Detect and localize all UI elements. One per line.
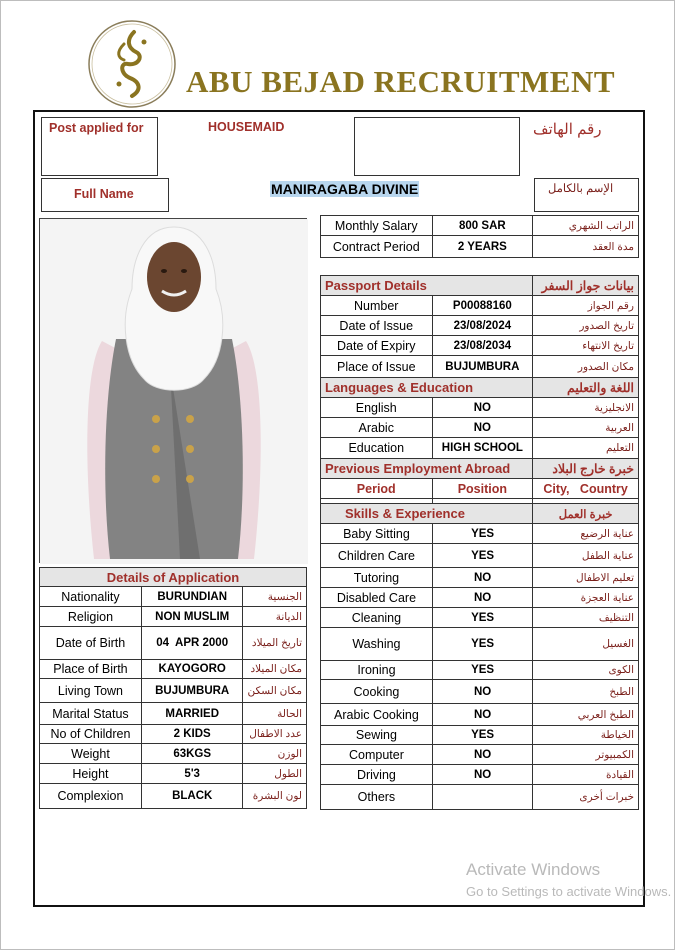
skill-row xyxy=(321,524,639,544)
application-ar: الطول xyxy=(243,764,307,784)
language-row xyxy=(321,398,639,418)
skills-header xyxy=(321,504,639,524)
application-label: Living Town xyxy=(40,679,142,703)
skill-ar: تعليم الاطفال xyxy=(533,568,639,588)
skill-ar: عناية العجزة xyxy=(533,588,639,608)
skill-value: NO xyxy=(432,704,533,726)
application-value: 04 APR 2000 xyxy=(141,627,243,660)
skill-row xyxy=(321,588,639,608)
skill-ar: عناية الرضيع xyxy=(533,524,639,544)
application-label: Date of Birth xyxy=(40,627,142,660)
watermark-line2: Go to Settings to activate Windows. xyxy=(466,884,672,899)
full-name-label: Full Name xyxy=(74,187,134,201)
skill-row xyxy=(321,680,639,704)
skill-value: YES xyxy=(432,628,533,661)
skill-value: NO xyxy=(432,680,533,704)
company-name: ABU BEJAD RECRUITMENT xyxy=(186,64,616,99)
full-name-value: MANIRAGABA DIVINE xyxy=(271,181,419,197)
skill-label: Sewing xyxy=(321,726,433,745)
skill-ar: عناية الطفل xyxy=(533,544,639,568)
full-name-ar: الإسم بالكامل xyxy=(548,183,614,195)
skill-label: Washing xyxy=(321,628,433,661)
education-value: HIGH SCHOOL xyxy=(432,438,533,459)
skill-value: YES xyxy=(432,544,533,568)
application-label: Nationality xyxy=(40,587,142,607)
employment-title: Previous Employment Abroad xyxy=(321,459,533,479)
right-table-top xyxy=(320,215,639,521)
skill-ar: القيادة xyxy=(533,765,639,785)
issue-date-value: 23/08/2024 xyxy=(432,316,533,336)
passport-title: Passport Details xyxy=(321,276,533,296)
skill-row xyxy=(321,785,639,810)
skill-label: Arabic Cooking xyxy=(321,704,433,726)
skill-row xyxy=(321,628,639,661)
application-value: NON MUSLIM xyxy=(141,607,243,627)
post-value: HOUSEMAID xyxy=(208,120,285,134)
language-row xyxy=(321,438,639,459)
skill-ar: الكوى xyxy=(533,661,639,680)
application-row xyxy=(40,607,307,627)
watermark-line1: Activate Windows xyxy=(466,860,601,879)
skill-value: NO xyxy=(432,765,533,785)
application-value: 5'3 xyxy=(141,764,243,784)
application-value: 63KGS xyxy=(141,744,243,764)
application-ar: الحالة xyxy=(243,703,307,725)
skill-label: Ironing xyxy=(321,661,433,680)
salary-row xyxy=(321,216,639,236)
application-label: Height xyxy=(40,764,142,784)
english-ar: الانجليزية xyxy=(533,398,639,418)
application-row xyxy=(40,784,307,809)
skill-value xyxy=(432,785,533,810)
salary-value: 800 SAR xyxy=(432,216,533,236)
skill-ar: الطبخ العربي xyxy=(533,704,639,726)
contract-label: Contract Period xyxy=(321,236,433,258)
english-value: NO xyxy=(432,398,533,418)
application-row xyxy=(40,744,307,764)
application-label: Complexion xyxy=(40,784,142,809)
application-value: 2 KIDS xyxy=(141,725,243,744)
passport-row xyxy=(321,316,639,336)
skills-table xyxy=(320,503,639,810)
application-row xyxy=(40,679,307,703)
issue-place-ar: مكان الصدور xyxy=(533,356,639,378)
phone-label-ar: رقم الهاتف xyxy=(533,121,602,138)
skill-row xyxy=(321,661,639,680)
education-ar: التعليم xyxy=(533,438,639,459)
skill-label: Tutoring xyxy=(321,568,433,588)
issue-date-label: Date of Issue xyxy=(321,316,433,336)
skill-value: YES xyxy=(432,726,533,745)
skill-ar: الكمبيوتر xyxy=(533,745,639,765)
issue-date-ar: تاريخ الصدور xyxy=(533,316,639,336)
application-row xyxy=(40,627,307,660)
skill-ar: الغسيل xyxy=(533,628,639,661)
application-label: Religion xyxy=(40,607,142,627)
skill-label: Others xyxy=(321,785,433,810)
application-row xyxy=(40,703,307,725)
skill-row xyxy=(321,726,639,745)
skills-title-ar: خبرة العمل xyxy=(533,504,639,524)
company-logo xyxy=(86,18,178,110)
passport-row xyxy=(321,296,639,316)
application-table xyxy=(39,567,307,809)
arabic-label: Arabic xyxy=(321,418,433,438)
application-header xyxy=(40,568,307,587)
education-label: Education xyxy=(321,438,433,459)
skill-label: Children Care xyxy=(321,544,433,568)
passport-title-ar: بيانات جواز السفر xyxy=(533,276,639,296)
skill-label: Driving xyxy=(321,765,433,785)
position-column: Position xyxy=(432,479,533,499)
skill-value: NO xyxy=(432,745,533,765)
application-row xyxy=(40,764,307,784)
application-label: Marital Status xyxy=(40,703,142,725)
skill-label: Cleaning xyxy=(321,608,433,628)
contract-ar: مدة العقد xyxy=(533,236,639,258)
skill-ar: خبرات أخرى xyxy=(533,785,639,810)
period-column: Period xyxy=(321,479,433,499)
application-ar: لون البشرة xyxy=(243,784,307,809)
passport-header xyxy=(321,276,639,296)
skill-value: YES xyxy=(432,661,533,680)
skill-label: Computer xyxy=(321,745,433,765)
skill-ar: التنظيف xyxy=(533,608,639,628)
passport-number-value: P00088160 xyxy=(432,296,533,316)
application-title: Details of Application xyxy=(40,568,307,587)
skill-row xyxy=(321,765,639,785)
spacer-row xyxy=(321,258,639,276)
skill-value: NO xyxy=(432,568,533,588)
skill-ar: الخياطة xyxy=(533,726,639,745)
application-label: Place of Birth xyxy=(40,660,142,679)
skill-value: NO xyxy=(432,588,533,608)
employment-header xyxy=(321,459,639,479)
salary-ar: الراتب الشهري xyxy=(533,216,639,236)
city-country-column: City, Country xyxy=(533,479,639,499)
skill-row xyxy=(321,544,639,568)
application-ar: الوزن xyxy=(243,744,307,764)
application-row xyxy=(40,660,307,679)
skill-row xyxy=(321,608,639,628)
skill-value: YES xyxy=(432,608,533,628)
application-row xyxy=(40,725,307,744)
application-label: Weight xyxy=(40,744,142,764)
arabic-value: NO xyxy=(432,418,533,438)
skill-ar: الطبخ xyxy=(533,680,639,704)
employment-columns xyxy=(321,479,639,499)
applicant-photo xyxy=(39,218,307,563)
skill-row xyxy=(321,568,639,588)
application-ar: تاريخ الميلاد xyxy=(243,627,307,660)
skill-row xyxy=(321,704,639,726)
skill-label: Disabled Care xyxy=(321,588,433,608)
application-row xyxy=(40,587,307,607)
application-value: BUJUMBURA xyxy=(141,679,243,703)
expiry-date-ar: تاريخ الانتهاء xyxy=(533,336,639,356)
skill-label: Cooking xyxy=(321,680,433,704)
skill-value: YES xyxy=(432,524,533,544)
arabic-ar: العربية xyxy=(533,418,639,438)
languages-title: Languages & Education xyxy=(321,378,533,398)
issue-place-label: Place of Issue xyxy=(321,356,433,378)
contract-value: 2 YEARS xyxy=(432,236,533,258)
passport-row xyxy=(321,356,639,378)
application-ar: مكان السكن xyxy=(243,679,307,703)
application-ar: الجنسية xyxy=(243,587,307,607)
language-row xyxy=(321,418,639,438)
post-label: Post applied for xyxy=(49,121,144,135)
application-ar: مكان الميلاد xyxy=(243,660,307,679)
application-ar: عدد الاطفال xyxy=(243,725,307,744)
application-value: BLACK xyxy=(141,784,243,809)
passport-number-ar: رقم الجواز xyxy=(533,296,639,316)
expiry-date-value: 23/08/2034 xyxy=(432,336,533,356)
employment-title-ar: خبرة خارج البلاد xyxy=(533,459,639,479)
issue-place-value: BUJUMBURA xyxy=(432,356,533,378)
passport-number-label: Number xyxy=(321,296,433,316)
passport-row xyxy=(321,336,639,356)
languages-header xyxy=(321,378,639,398)
activation-watermark xyxy=(466,860,672,899)
salary-label: Monthly Salary xyxy=(321,216,433,236)
application-value: MARRIED xyxy=(141,703,243,725)
application-ar: الديانة xyxy=(243,607,307,627)
contract-row xyxy=(321,236,639,258)
application-label: No of Children xyxy=(40,725,142,744)
english-label: English xyxy=(321,398,433,418)
skills-title: Skills & Experience xyxy=(321,504,533,524)
application-value: BURUNDIAN xyxy=(141,587,243,607)
application-value: KAYOGORO xyxy=(141,660,243,679)
expiry-date-label: Date of Expiry xyxy=(321,336,433,356)
skill-label: Baby Sitting xyxy=(321,524,433,544)
skill-row xyxy=(321,745,639,765)
languages-title-ar: اللغة والتعليم xyxy=(533,378,639,398)
